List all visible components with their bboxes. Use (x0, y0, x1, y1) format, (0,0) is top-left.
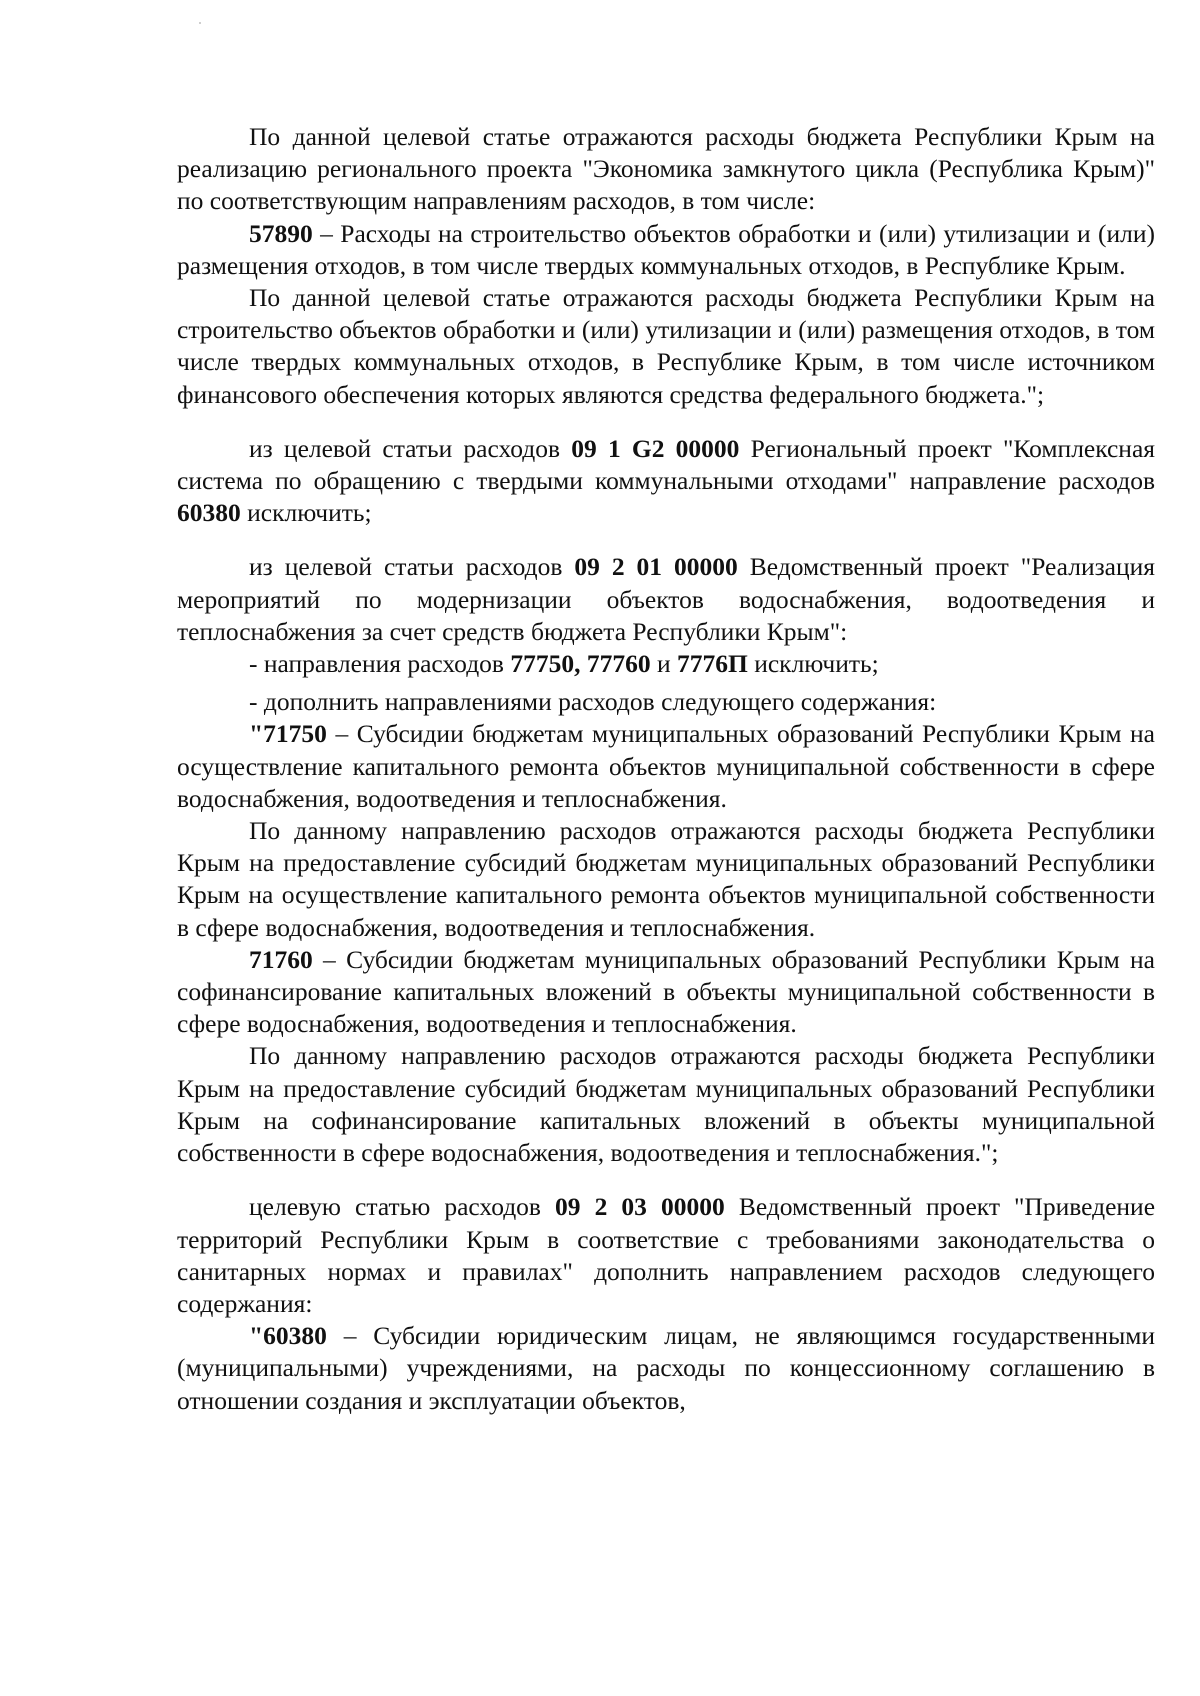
target-article-code: 09 2 03 00000 (555, 1192, 725, 1222)
text-fragment: Ведомственный проект "Приведение территорий Республики Крым в соответствие с требованиями законодательства о санитарных нормах и правилах" дополнить направлением расходов следующего содержания: (177, 1192, 1156, 1318)
paragraph-71760 (177, 944, 1155, 1041)
paragraph-add-directions (177, 686, 1155, 718)
expense-code-57890: 57890 (249, 218, 313, 248)
paragraph-57890-text: – Расходы на строительство объектов обработки и (или) утилизации и (или) размещения отходов, в том числе твердых коммунальных отходов, в Республике Крым. (177, 218, 1155, 280)
document-body (177, 121, 1155, 1417)
text-fragment: По данному направлению расходов отражаются расходы бюджета Республики Крым на предоставление субсидий бюджетам муниципальных образований Республики Крым на осуществление капитального ремонта объектов муниципальной собственности в сфере водоснабжения, водоотведения и теплоснабжения. (177, 816, 1155, 942)
paragraph-exclude-codes (177, 648, 1155, 680)
text-fragment: Ведомственный проект "Реализация мероприятий по модернизации объектов водоснабжения, водоотведения и теплоснабжения за счет средств бюджета Республики Крым": (177, 552, 1156, 646)
paragraph-1 (177, 121, 1155, 218)
text-fragment: – Субсидии бюджетам муниципальных образований Республики Крым на софинансирование капитальных вложений в объекты муниципальной собственности в сфере водоснабжения, водоотведения и теплоснабжения. (177, 944, 1155, 1039)
text-fragment: исключить; (747, 649, 879, 679)
paragraph-092-01 (177, 551, 1155, 648)
text-fragment: - дополнить направлениями расходов следующего содержания: (249, 687, 937, 717)
paragraph-71760-desc (177, 1040, 1155, 1169)
text-fragment: целевую статью расходов (249, 1192, 556, 1222)
text-fragment: - направления расходов (249, 649, 511, 679)
paragraph-71750 (177, 718, 1155, 815)
text-fragment: Региональный проект "Комплексная система по обращению с твердыми коммунальными отходами" направление расходов (177, 433, 1155, 496)
paragraph-exclude-60380 (177, 433, 1155, 530)
text-fragment: – Субсидии бюджетам муниципальных образований Республики Крым на осуществление капитального ремонта объектов муниципальной собственности в сфере водоснабжения, водоотведения и теплоснабжения. (177, 719, 1155, 813)
text-fragment: и (650, 649, 677, 679)
expense-code-71760: 71760 (249, 944, 313, 974)
expense-code-60380-new: "60380 (249, 1321, 327, 1351)
paragraph-092-03 (177, 1191, 1155, 1320)
text-fragment: из целевой статьи расходов (249, 552, 575, 582)
text-fragment: По данному направлению расходов отражаются расходы бюджета Республики Крым на предоставление субсидий бюджетам муниципальных образований Республики Крым на софинансирование капитальных вложений в объекты муниципальной собственности в сфере водоснабжения, водоотведения и теплоснабжения."; (177, 1041, 1155, 1168)
target-article-code: 09 2 01 00000 (574, 552, 738, 582)
paragraph-57890 (177, 218, 1155, 282)
target-article-code: 09 1 G2 00000 (571, 433, 740, 463)
paragraph-60380 (177, 1320, 1155, 1417)
expense-codes: 77750, 77760 (510, 649, 651, 679)
expense-code-71750: "71750 (249, 719, 327, 749)
text-fragment: – Субсидии юридическим лицам, не являющимся государственными (муниципальными) учреждениями, на расходы по концессионному соглашению в отношении создания и эксплуатации объектов, (177, 1321, 1155, 1415)
scan-speck (199, 22, 201, 24)
text-fragment: исключить; (240, 498, 372, 528)
paragraph-1-text: По данной целевой статье отражаются расходы бюджета Республики Крым на реализацию регионального проекта "Экономика замкнутого цикла (Республика Крым)" по соответствующим направлениям расходов, в том числе: (177, 122, 1155, 216)
expense-code-7776p: 7776П (677, 649, 748, 679)
expense-code-60380: 60380 (177, 498, 241, 528)
paragraph-71750-desc (177, 815, 1155, 944)
text-fragment: из целевой статьи расходов (249, 433, 572, 463)
paragraph-3 (177, 282, 1155, 411)
paragraph-3-text: По данной целевой статье отражаются расходы бюджета Республики Крым на строительство объектов обработки и (или) утилизации и (или) размещения отходов, в том числе твердых коммунальных отходов, в Республике Крым, в том числе источником финансового обеспечения которых являются средства федерального бюджета."; (177, 283, 1155, 409)
